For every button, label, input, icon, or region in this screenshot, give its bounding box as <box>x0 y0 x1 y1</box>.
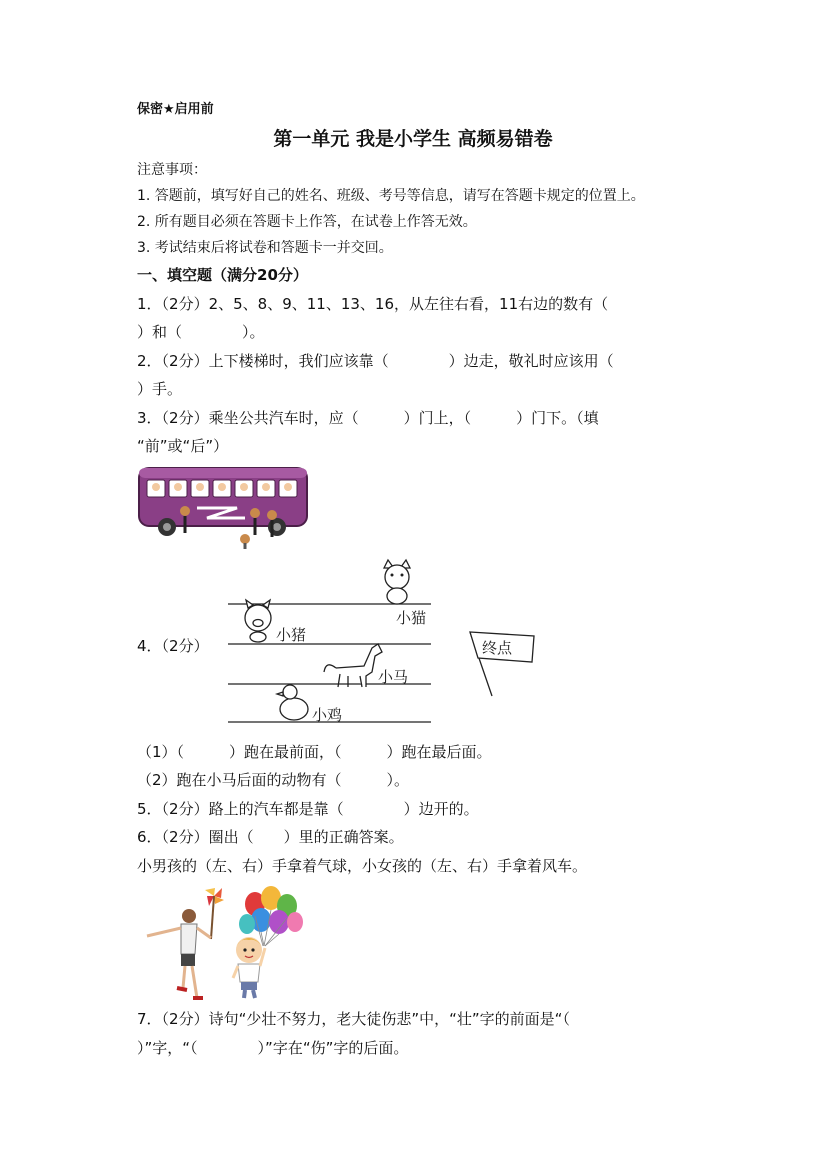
secret-label: 保密★启用前 <box>137 102 214 117</box>
pinwheel-icon <box>205 888 224 939</box>
horse-label: 小马 <box>378 668 409 686</box>
q6-line1: 6．（2分）圈出（ ）里的正确答案。 <box>137 828 404 846</box>
q1-line2: ）和（ ）。 <box>137 323 265 341</box>
pig-icon <box>245 600 271 642</box>
q4-sub2: （2）跑在小马后面的动物有（ ）。 <box>137 771 410 789</box>
finish-label: 终点 <box>482 639 513 657</box>
note-item-3: 3. 考试结束后将试卷和答题卡一并交回。 <box>137 240 393 256</box>
note-item-2: 2. 所有题目必须在答题卡上作答，在试卷上作答无效。 <box>137 214 477 230</box>
q1-line1: 1．（2分）2、5、8、9、11、13、16，从左往右看，11右边的数有（ <box>137 295 609 313</box>
q3-line2: “前”或“后”） <box>137 437 229 455</box>
page-title: 第一单元 我是小学生 高频易错卷 <box>273 128 553 150</box>
q5-line1: 5．（2分）路上的汽车都是靠（ ）边开的。 <box>137 800 479 818</box>
bus-illustration <box>137 463 312 549</box>
boy-figure <box>233 937 265 998</box>
q4-label: 4．（2分） <box>137 637 209 655</box>
horse-icon <box>324 644 382 687</box>
chick-icon <box>277 685 308 720</box>
pig-label: 小猪 <box>276 626 307 644</box>
q7-line2: ）”字，“（ ）”字在“伤”字的后面。 <box>137 1039 409 1057</box>
q3-line1: 3．（2分）乘坐公共汽车时，应（ ）门上，（ ）门下。（填 <box>137 409 599 427</box>
cat-label: 小猫 <box>396 609 427 627</box>
notes-heading: 注意事项： <box>137 162 207 178</box>
balloons-icon <box>239 886 303 946</box>
girl-figure <box>147 909 211 998</box>
note-item-1: 1. 答题前，填写好自己的姓名、班级、考号等信息，请写在答题卡规定的位置上。 <box>137 188 645 204</box>
q2-line2: ）手。 <box>137 380 183 398</box>
q7-line1: 7．（2分）诗句“少壮不努力，老大徒伤悲”中，“壮”字的前面是“（ <box>137 1010 570 1028</box>
children-illustration <box>137 884 305 1002</box>
q2-line1: 2．（2分）上下楼梯时，我们应该靠（ ）边走，敬礼时应该用（ <box>137 352 614 370</box>
chick-label: 小鸡 <box>312 706 343 724</box>
q4-sub1: （1）（ ）跑在最前面，（ ）跑在最后面。 <box>137 743 492 761</box>
cat-icon <box>384 560 410 604</box>
race-figure <box>226 556 538 728</box>
q6-line2: 小男孩的（左、右）手拿着气球，小女孩的（左、右）手拿着风车。 <box>137 857 588 875</box>
section-heading: 一、填空题（满分20分） <box>137 266 308 284</box>
